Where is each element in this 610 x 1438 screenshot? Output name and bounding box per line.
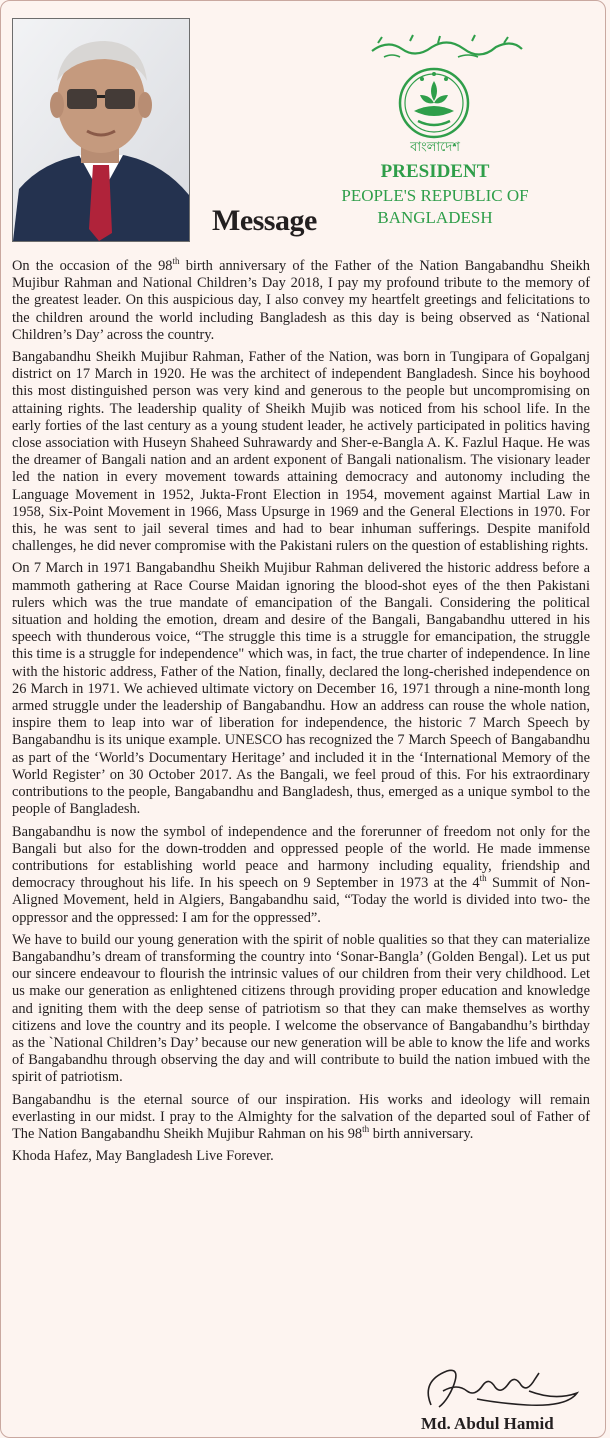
emblem-bengali-caption: [407, 134, 463, 158]
paragraph-closing: Khoda Hafez, May Bangladesh Live Forever.: [12, 1148, 274, 1165]
designation-president: PRESIDENT: [380, 161, 490, 182]
paragraph-3: On 7 March in 1971 Bangabandhu Sheikh Mujibur Rahman delivered the historic address before a mammoth gathering at Race Course Maidan ignoring the blood-shot eyes of the then Pakistani rulers which was the true mandate of emancipation of the Bangali. Considering the political situation and holding the emotion, dream and desire of the Bangali, Bangabandhu uttered in his speech with thunderous voice, “The struggle this time is a struggle for emancipation, the struggle this time is a struggle for independence" which was, in fact, the true charter of independence. In line with the historic address, Father of the Nation, finally, declared the long-cherished independence on 26 March in 1971. We achieved ultimate victory on December 16, 1971 through a nine-month long armed struggle under the leadership of Bangabandhu. How an address can rouse the whole nation, inspire them to leap into war of liberation for independence, the historic 7 March Speech by Bangabandhu is its unique example. UNESCO has recognized the 7 March Speech of Bangabandhu as part of the ‘World’s Documentary Heritage’ and included it in the ‘International Memory of the World Register’ on 30 October 2017. As the Bangali, we feel proud of this. For his extraordinary contributions to the people, Bangabandhu and Bangladesh, thus, emerged as a unique symbol to the people of Bangladesh.: [12, 560, 590, 818]
message-body: [12, 258, 590, 1170]
emblem-caption-text: বাংলাদেশ: [410, 140, 460, 155]
paragraph-2: Bangabandhu Sheikh Mujibur Rahman, Father of the Nation, was born in Tungipara of Gopalganj district on 17 March in 1920. He was the architect of independent Bangladesh. Since his boyhood this most distinguished person was very kind and generous to the people but uncompromising on attaining rights. The leadership quality of Sheikh Mujib was noticed from his school life. In the early forties of the last century as a young student leader, he actively participated in politics having close association with Huseyn Shaheed Suhrawardy and Sher-e-Bangla A. K. Fazlul Haque. He was the dreamer of Bangali nation and an ardent exponent of Bangali nationalism. The visionary leader led the nation in every movement towards attaining democracy and autonomy including the Language Movement in 1952, Jukta-Front Election in 1954, movement against Martial Law in 1958, Six-Point Movement in 1966, Mass Upsurge in 1969 and the General Elections in 1970. For this, he was sent to jail several times and had to bear inhuman sufferings. Despite manifold challenges, he did never compromise with the Pakistani rulers on the question of establishing rights.: [12, 349, 590, 555]
paragraph-1: On the occasion of the 98th birth anniversary of the Father of the Nation Bangabandhu Sheikh Mujibur Rahman and National Children’s Day 2018, I pay my profound tribute to the memory of the greatest leader. On this auspicious day, I also convey my heartfelt greetings and felicitations to the children around the world including Bangladesh as this day is being observed as ‘National Children’s Day’ across the country.: [12, 256, 590, 343]
paragraph-5: We have to build our young generation with the spirit of noble qualities so that they can materialize Bangabandhu’s dream of transforming the country into ‘Sonar-Bangla’ (Golden Bengal). Let us put our sincere endeavour to flourish the intrinsic values of our children from their very childhood. Let us make our generation as enlightened citizens through providing proper education and knowledge and igniting them with the deep sense of patriotism so that they can make themselves as worthy citizens and love the country and its people. I welcome the observance of Bangabandhu’s birthday as the `National Children’s Day’ because our new generation will be able to know the life and works of Bangabandhu through observing the day and will contribute to build the nation imbued with the spirit of patriotism.: [12, 931, 590, 1086]
signature-icon: [417, 1361, 583, 1413]
paragraph-4: Bangabandhu is now the symbol of independence and the forerunner of freedom not only for the Bangali but also for the down-trodden and oppressed people of the world. He made immense contributions for establishing world peace and harmony including equality, friendship and democracy throughout his life. In his speech on 9 September in 1973 at the 4th Summit of Non-Aligned Movement, held in Algiers, Bangabandhu said, “Today the world is divided into two- the oppressor and the oppressed: I am for the oppressed”.: [12, 823, 590, 926]
office-name: PEOPLE'S REPUBLIC OF BANGLADESH: [341, 186, 529, 227]
signer-name: Md. Abdul Hamid: [421, 1414, 554, 1433]
message-title: Message: [212, 204, 317, 237]
paragraph-6: Bangabandhu is the eternal source of our inspiration. His works and ideology will remain everlasting in our midst. I pray to the Almighty for the salvation of the departed soul of Father of The Nation Bangabandhu Sheikh Mujibur Rahman on his 98th birth anniversary.: [12, 1091, 590, 1142]
president-portrait: [12, 18, 190, 242]
bismillah-calligraphy: [368, 33, 526, 61]
bangladesh-emblem-icon: [396, 65, 472, 139]
